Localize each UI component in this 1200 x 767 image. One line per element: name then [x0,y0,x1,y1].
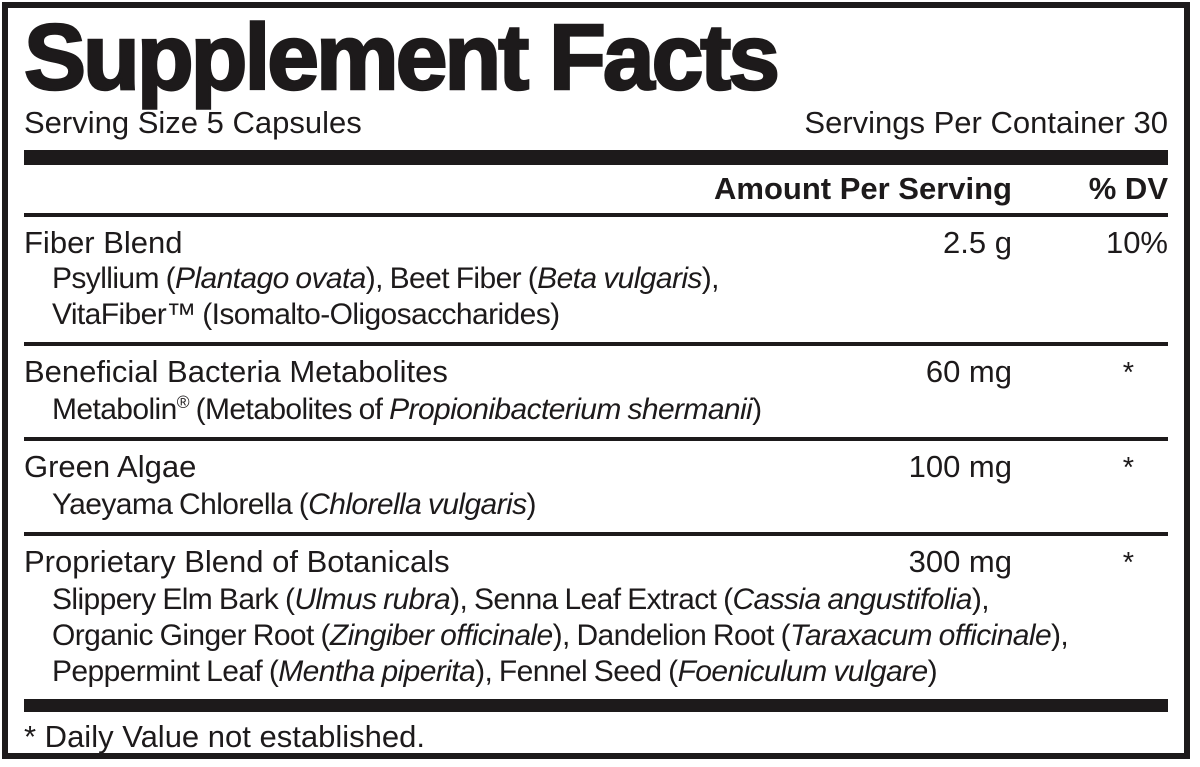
ingredient-name: Green Algae [24,449,197,484]
ingredient-name: Beneficial Bacteria Metabolites [24,354,448,389]
botanical-latin-name: Zingiber officinale [329,619,553,652]
detail-text: ) [526,488,536,521]
ingredient-detail-line [52,261,1168,297]
footnote-text: * Daily Value not established. [24,719,425,754]
detail-text: Psyllium ( [52,262,176,295]
ingredient-detail-line [52,618,1168,654]
ingredient-dv: 10% [1105,225,1168,260]
detail-text: ) [752,393,762,426]
servings-per-container-text: Servings Per Container 30 [804,105,1168,140]
detail-text: Organic Ginger Root ( [52,619,330,652]
detail-text: Metabolin [52,393,177,426]
ingredient-dv: * [1122,452,1134,484]
ingredient-dv: * [1122,547,1134,579]
detail-text: Peppermint Leaf ( [52,655,279,688]
ingredient-row [24,543,1168,582]
serving-size-text: Serving Size 5 Capsules [24,105,362,140]
ingredient-detail-line [52,487,1168,523]
detail-text: ), [1051,619,1069,652]
detail-text: ), Senna Leaf Extract ( [450,583,733,616]
ingredient-detail-line [52,582,1168,618]
detail-text: ), [971,583,990,616]
ingredient-section [24,217,1168,346]
supplement-facts-label [2,2,1190,759]
ingredient-name: Proprietary Blend of Botanicals [24,544,450,579]
ingredient-section [24,346,1168,441]
detail-text: ), Beet Fiber ( [365,262,538,295]
ingredient-name: Fiber Blend [24,225,183,260]
botanical-latin-name: Foeniculum vulgare [677,655,928,688]
ingredient-detail-line [52,654,1168,690]
ingredient-amount: 60 mg [925,354,1012,389]
column-header-row [24,165,1168,217]
botanical-latin-name: Mentha piperita [278,655,476,688]
ingredient-amount: 100 mg [908,449,1012,484]
detail-text: ), Dandelion Root ( [552,619,790,652]
ingredient-dv: * [1122,357,1134,389]
percent-dv-header: % DV [1088,171,1168,206]
detail-text: (Metabolites of [188,393,390,426]
detail-text: ) [927,655,937,688]
ingredient-amount: 2.5 g [943,225,1012,260]
ingredient-detail-line [52,297,1168,333]
label-title: Supplement Facts [24,5,777,109]
botanical-latin-name: Propionibacterium shermanii [389,393,753,426]
ingredient-detail-line [52,392,1168,428]
botanical-latin-name: Beta vulgaris [537,262,702,295]
detail-text: Yaeyama Chlorella ( [52,488,309,521]
detail-text: ), [701,262,719,295]
detail-text: ), Fennel Seed ( [475,655,678,688]
botanical-latin-name: Ulmus rubra [294,583,451,616]
botanical-latin-name: Taraxacum officinale [790,619,1052,652]
serving-info-row [24,106,1168,140]
botanical-latin-name: Plantago ovata [175,262,366,295]
detail-text: Slippery Elm Bark ( [52,583,295,616]
detail-text: ® [176,392,189,412]
ingredient-row [24,353,1168,392]
ingredient-row [24,224,1168,261]
ingredient-rows [24,217,1168,699]
detail-text: VitaFiber™ (Isomalto-Oligosaccharides) [52,298,560,331]
ingredient-row [24,448,1168,487]
ingredient-amount: 300 mg [908,544,1012,579]
amount-per-serving-header: Amount Per Serving [714,171,1012,206]
header-divider-bar [24,150,1168,165]
ingredient-section [24,536,1168,699]
ingredient-section [24,441,1168,536]
botanical-latin-name: Chlorella vulgaris [308,488,527,521]
botanical-latin-name: Cassia angustifolia [732,583,972,616]
footnote-divider-bar [24,699,1168,712]
